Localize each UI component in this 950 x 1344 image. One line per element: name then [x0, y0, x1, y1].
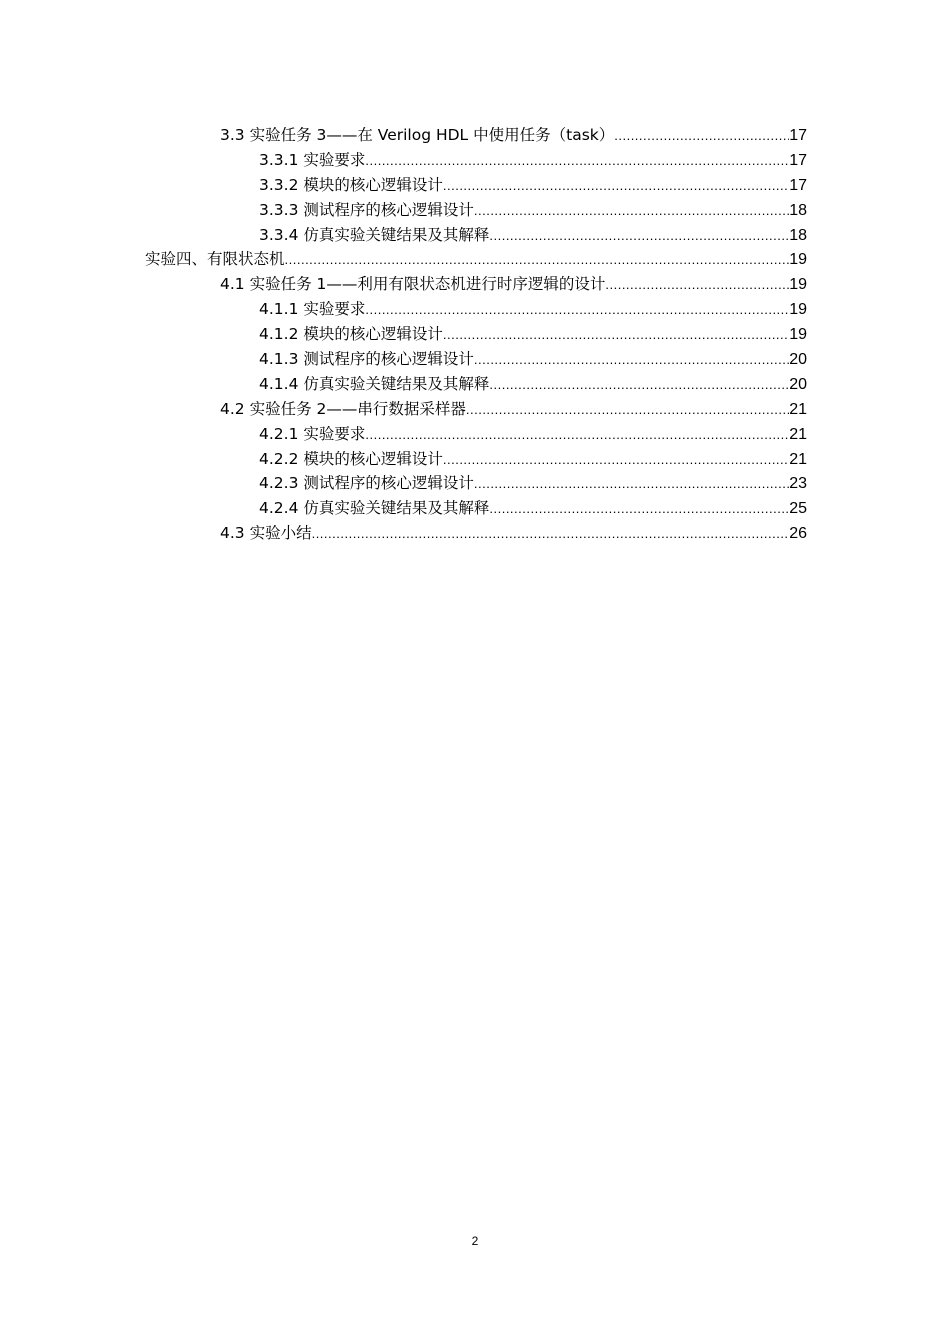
toc-entry[interactable] [259, 447, 807, 472]
toc-dot-leader [443, 448, 789, 473]
toc-entry-page: 23 [789, 475, 807, 493]
toc-entry[interactable] [259, 322, 807, 347]
toc-entry[interactable] [259, 173, 807, 198]
toc-dot-leader [474, 348, 789, 373]
toc-entry-title: 4.2.2 模块的核心逻辑设计 [259, 449, 443, 468]
toc-entry-page: 26 [789, 525, 807, 543]
toc-entry-page: 20 [789, 375, 807, 393]
toc-entry[interactable] [259, 297, 807, 322]
toc-entry-title: 4.2.1 实验要求 [259, 424, 366, 443]
toc-entry-title: 4.2.3 测试程序的核心逻辑设计 [259, 474, 474, 493]
toc-entry-page: 18 [789, 201, 807, 219]
toc-entry-title: 4.1 实验任务 1——利用有限状态机进行时序逻辑的设计 [220, 275, 606, 294]
toc-entry-page: 17 [789, 176, 807, 194]
toc-dot-leader [474, 472, 789, 497]
toc-entry[interactable] [259, 347, 807, 372]
toc-entry-title: 3.3.1 实验要求 [259, 150, 366, 169]
toc-entry[interactable] [259, 422, 807, 447]
toc-entry-title: 4.2 实验任务 2——串行数据采样器 [220, 399, 466, 418]
toc-dot-leader [466, 398, 789, 423]
toc-entry-title: 3.3.3 测试程序的核心逻辑设计 [259, 200, 474, 219]
toc-entry[interactable] [259, 223, 807, 248]
toc-entry-page: 19 [789, 251, 807, 269]
toc-entry[interactable] [220, 397, 807, 422]
toc-dot-leader [489, 497, 789, 522]
toc-entry-title: 4.1.4 仿真实验关键结果及其解释 [259, 374, 490, 393]
toc-dot-leader [365, 423, 789, 448]
toc-entry-page: 19 [789, 326, 807, 344]
toc-entry-page: 19 [789, 276, 807, 294]
toc-entry[interactable] [259, 496, 807, 521]
toc-entry[interactable] [220, 272, 807, 297]
toc-entry[interactable] [259, 372, 807, 397]
toc-dot-leader [443, 323, 789, 348]
toc-entry-page: 20 [789, 351, 807, 369]
toc-entry-title: 4.1.1 实验要求 [259, 300, 366, 319]
toc-entry[interactable] [220, 123, 807, 148]
table-of-contents [0, 123, 950, 546]
toc-entry-title: 4.2.4 仿真实验关键结果及其解释 [259, 499, 490, 518]
toc-entry-title: 3.3.4 仿真实验关键结果及其解释 [259, 225, 490, 244]
toc-dot-leader [489, 224, 789, 249]
toc-dot-leader [614, 124, 789, 149]
toc-dot-leader [365, 298, 789, 323]
toc-dot-leader [489, 373, 789, 398]
toc-dot-leader [605, 273, 789, 298]
toc-entry-page: 21 [789, 450, 807, 468]
toc-entry-title: 4.3 实验小结 [220, 524, 312, 543]
toc-entry-title: 3.3.2 模块的核心逻辑设计 [259, 175, 443, 194]
toc-entry-title: 4.1.2 模块的核心逻辑设计 [259, 325, 443, 344]
page-number: 2 [471, 1234, 479, 1248]
toc-entry[interactable] [259, 471, 807, 496]
toc-dot-leader [285, 248, 790, 273]
toc-dot-leader [312, 522, 790, 547]
toc-entry-page: 19 [789, 301, 807, 319]
toc-entry-page: 17 [789, 151, 807, 169]
toc-entry[interactable] [220, 521, 807, 546]
toc-entry[interactable] [259, 148, 807, 173]
toc-entry-page: 25 [789, 500, 807, 518]
toc-entry-page: 17 [789, 127, 807, 144]
toc-entry-title: 4.1.3 测试程序的核心逻辑设计 [259, 350, 474, 369]
toc-entry[interactable] [259, 198, 807, 223]
toc-entry-page: 21 [789, 400, 807, 418]
toc-entry-title: 3.3 实验任务 3——在 Verilog HDL 中使用任务（task） [220, 126, 615, 144]
toc-entry[interactable] [145, 247, 807, 272]
toc-entry-title: 实验四、有限状态机 [145, 250, 285, 269]
toc-entry-page: 21 [789, 425, 807, 443]
toc-entry-page: 18 [789, 226, 807, 244]
toc-dot-leader [474, 199, 789, 224]
toc-dot-leader [365, 149, 789, 174]
toc-dot-leader [443, 174, 789, 199]
